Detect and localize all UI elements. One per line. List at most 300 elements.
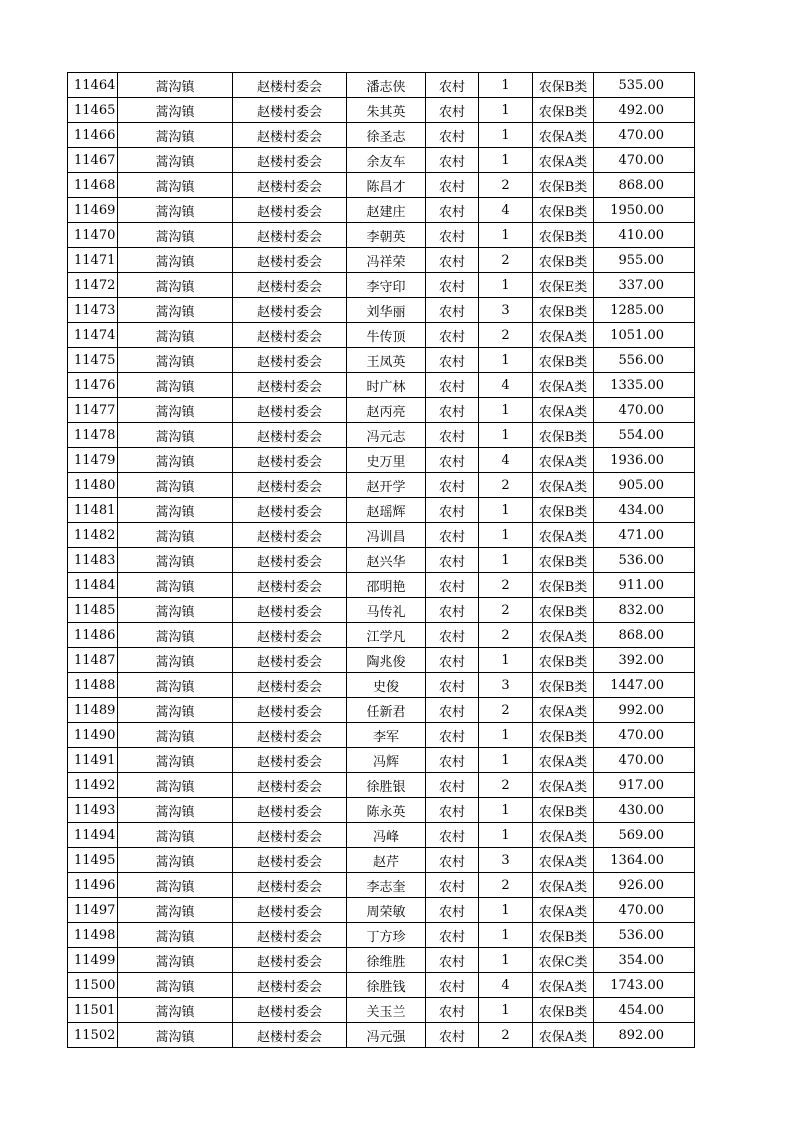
- record-id-cell: 11464: [68, 73, 118, 98]
- record-id-cell: 11488: [68, 673, 118, 698]
- category-cell: 农保B类: [533, 73, 594, 98]
- table-row: [68, 798, 695, 823]
- name-cell: 王凤英: [347, 348, 426, 373]
- record-id-cell: 11497: [68, 898, 118, 923]
- category-cell: 农保B类: [533, 798, 594, 823]
- name-cell: 赵丙亮: [347, 398, 426, 423]
- record-id-cell: 11465: [68, 98, 118, 123]
- records-table-body: [68, 73, 695, 1048]
- table-row: [68, 248, 695, 273]
- category-cell: 农保B类: [533, 923, 594, 948]
- village-cell: 赵楼村委会: [233, 623, 347, 648]
- category-cell: 农保B类: [533, 173, 594, 198]
- area-type-cell: 农村: [426, 273, 479, 298]
- table-row: [68, 373, 695, 398]
- town-cell: 蒿沟镇: [118, 623, 233, 648]
- village-cell: 赵楼村委会: [233, 923, 347, 948]
- category-cell: 农保A类: [533, 523, 594, 548]
- village-cell: 赵楼村委会: [233, 423, 347, 448]
- town-cell: 蒿沟镇: [118, 948, 233, 973]
- area-type-cell: 农村: [426, 298, 479, 323]
- table-row: [68, 548, 695, 573]
- area-type-cell: 农村: [426, 748, 479, 773]
- category-cell: 农保A类: [533, 323, 594, 348]
- table-row: [68, 948, 695, 973]
- household-count-cell: 1: [479, 548, 533, 573]
- household-count-cell: 2: [479, 248, 533, 273]
- table-row: [68, 323, 695, 348]
- town-cell: 蒿沟镇: [118, 423, 233, 448]
- record-id-cell: 11495: [68, 848, 118, 873]
- table-row: [68, 98, 695, 123]
- area-type-cell: 农村: [426, 948, 479, 973]
- household-count-cell: 2: [479, 473, 533, 498]
- record-id-cell: 11471: [68, 248, 118, 273]
- category-cell: 农保B类: [533, 673, 594, 698]
- name-cell: 冯峰: [347, 823, 426, 848]
- village-cell: 赵楼村委会: [233, 148, 347, 173]
- table-row: [68, 73, 695, 98]
- town-cell: 蒿沟镇: [118, 473, 233, 498]
- record-id-cell: 11498: [68, 923, 118, 948]
- household-count-cell: 1: [479, 998, 533, 1023]
- village-cell: 赵楼村委会: [233, 123, 347, 148]
- record-id-cell: 11474: [68, 323, 118, 348]
- record-id-cell: 11475: [68, 348, 118, 373]
- village-cell: 赵楼村委会: [233, 648, 347, 673]
- table-row: [68, 748, 695, 773]
- name-cell: 陈永英: [347, 798, 426, 823]
- table-row: [68, 173, 695, 198]
- name-cell: 李朝英: [347, 223, 426, 248]
- household-count-cell: 2: [479, 773, 533, 798]
- amount-cell: 917.00: [594, 773, 695, 798]
- village-cell: 赵楼村委会: [233, 198, 347, 223]
- area-type-cell: 农村: [426, 348, 479, 373]
- table-row: [68, 923, 695, 948]
- town-cell: 蒿沟镇: [118, 73, 233, 98]
- record-id-cell: 11468: [68, 173, 118, 198]
- area-type-cell: 农村: [426, 598, 479, 623]
- household-count-cell: 1: [479, 123, 533, 148]
- town-cell: 蒿沟镇: [118, 323, 233, 348]
- record-id-cell: 11496: [68, 873, 118, 898]
- category-cell: 农保B类: [533, 648, 594, 673]
- area-type-cell: 农村: [426, 873, 479, 898]
- record-id-cell: 11472: [68, 273, 118, 298]
- village-cell: 赵楼村委会: [233, 98, 347, 123]
- town-cell: 蒿沟镇: [118, 973, 233, 998]
- table-row: [68, 573, 695, 598]
- category-cell: 农保B类: [533, 998, 594, 1023]
- village-cell: 赵楼村委会: [233, 523, 347, 548]
- table-row: [68, 348, 695, 373]
- area-type-cell: 农村: [426, 373, 479, 398]
- name-cell: 任新君: [347, 698, 426, 723]
- area-type-cell: 农村: [426, 123, 479, 148]
- record-id-cell: 11469: [68, 198, 118, 223]
- household-count-cell: 1: [479, 348, 533, 373]
- category-cell: 农保B类: [533, 198, 594, 223]
- town-cell: 蒿沟镇: [118, 798, 233, 823]
- household-count-cell: 2: [479, 598, 533, 623]
- town-cell: 蒿沟镇: [118, 723, 233, 748]
- record-id-cell: 11501: [68, 998, 118, 1023]
- village-cell: 赵楼村委会: [233, 398, 347, 423]
- amount-cell: 410.00: [594, 223, 695, 248]
- household-count-cell: 1: [479, 923, 533, 948]
- amount-cell: 955.00: [594, 248, 695, 273]
- table-row: [68, 1023, 695, 1048]
- amount-cell: 337.00: [594, 273, 695, 298]
- town-cell: 蒿沟镇: [118, 698, 233, 723]
- record-id-cell: 11486: [68, 623, 118, 648]
- village-cell: 赵楼村委会: [233, 798, 347, 823]
- area-type-cell: 农村: [426, 698, 479, 723]
- record-id-cell: 11480: [68, 473, 118, 498]
- name-cell: 丁方珍: [347, 923, 426, 948]
- category-cell: 农保A类: [533, 773, 594, 798]
- amount-cell: 454.00: [594, 998, 695, 1023]
- record-id-cell: 11492: [68, 773, 118, 798]
- village-cell: 赵楼村委会: [233, 298, 347, 323]
- name-cell: 赵兴华: [347, 548, 426, 573]
- table-row: [68, 398, 695, 423]
- category-cell: 农保A类: [533, 973, 594, 998]
- town-cell: 蒿沟镇: [118, 898, 233, 923]
- name-cell: 徐维胜: [347, 948, 426, 973]
- village-cell: 赵楼村委会: [233, 548, 347, 573]
- town-cell: 蒿沟镇: [118, 123, 233, 148]
- table-row: [68, 523, 695, 548]
- household-count-cell: 2: [479, 698, 533, 723]
- town-cell: 蒿沟镇: [118, 923, 233, 948]
- category-cell: 农保A类: [533, 398, 594, 423]
- amount-cell: 868.00: [594, 623, 695, 648]
- town-cell: 蒿沟镇: [118, 448, 233, 473]
- record-id-cell: 11489: [68, 698, 118, 723]
- area-type-cell: 农村: [426, 1023, 479, 1048]
- records-table: [67, 72, 695, 1048]
- town-cell: 蒿沟镇: [118, 848, 233, 873]
- household-count-cell: 1: [479, 273, 533, 298]
- amount-cell: 892.00: [594, 1023, 695, 1048]
- household-count-cell: 1: [479, 798, 533, 823]
- name-cell: 冯元志: [347, 423, 426, 448]
- amount-cell: 1743.00: [594, 973, 695, 998]
- table-row: [68, 223, 695, 248]
- amount-cell: 470.00: [594, 123, 695, 148]
- area-type-cell: 农村: [426, 498, 479, 523]
- area-type-cell: 农村: [426, 523, 479, 548]
- record-id-cell: 11500: [68, 973, 118, 998]
- name-cell: 李志奎: [347, 873, 426, 898]
- record-id-cell: 11473: [68, 298, 118, 323]
- amount-cell: 1447.00: [594, 673, 695, 698]
- town-cell: 蒿沟镇: [118, 348, 233, 373]
- amount-cell: 470.00: [594, 723, 695, 748]
- amount-cell: 832.00: [594, 598, 695, 623]
- amount-cell: 556.00: [594, 348, 695, 373]
- amount-cell: 569.00: [594, 823, 695, 848]
- village-cell: 赵楼村委会: [233, 698, 347, 723]
- household-count-cell: 2: [479, 1023, 533, 1048]
- area-type-cell: 农村: [426, 548, 479, 573]
- category-cell: 农保A类: [533, 148, 594, 173]
- record-id-cell: 11467: [68, 148, 118, 173]
- town-cell: 蒿沟镇: [118, 523, 233, 548]
- household-count-cell: 4: [479, 448, 533, 473]
- area-type-cell: 农村: [426, 223, 479, 248]
- record-id-cell: 11487: [68, 648, 118, 673]
- area-type-cell: 农村: [426, 98, 479, 123]
- town-cell: 蒿沟镇: [118, 1023, 233, 1048]
- record-id-cell: 11502: [68, 1023, 118, 1048]
- table-row: [68, 423, 695, 448]
- area-type-cell: 农村: [426, 423, 479, 448]
- category-cell: 农保A类: [533, 848, 594, 873]
- town-cell: 蒿沟镇: [118, 273, 233, 298]
- name-cell: 朱其英: [347, 98, 426, 123]
- record-id-cell: 11493: [68, 798, 118, 823]
- amount-cell: 905.00: [594, 473, 695, 498]
- village-cell: 赵楼村委会: [233, 723, 347, 748]
- amount-cell: 392.00: [594, 648, 695, 673]
- category-cell: 农保A类: [533, 448, 594, 473]
- record-id-cell: 11499: [68, 948, 118, 973]
- village-cell: 赵楼村委会: [233, 348, 347, 373]
- town-cell: 蒿沟镇: [118, 298, 233, 323]
- name-cell: 赵建庄: [347, 198, 426, 223]
- area-type-cell: 农村: [426, 398, 479, 423]
- record-id-cell: 11478: [68, 423, 118, 448]
- amount-cell: 1936.00: [594, 448, 695, 473]
- town-cell: 蒿沟镇: [118, 573, 233, 598]
- household-count-cell: 2: [479, 573, 533, 598]
- town-cell: 蒿沟镇: [118, 873, 233, 898]
- table-row: [68, 973, 695, 998]
- household-count-cell: 1: [479, 73, 533, 98]
- household-count-cell: 2: [479, 873, 533, 898]
- category-cell: 农保B类: [533, 98, 594, 123]
- record-id-cell: 11490: [68, 723, 118, 748]
- table-row: [68, 773, 695, 798]
- household-count-cell: 1: [479, 648, 533, 673]
- name-cell: 史俊: [347, 673, 426, 698]
- amount-cell: 868.00: [594, 173, 695, 198]
- name-cell: 冯元强: [347, 1023, 426, 1048]
- table-row: [68, 848, 695, 873]
- amount-cell: 1335.00: [594, 373, 695, 398]
- area-type-cell: 农村: [426, 148, 479, 173]
- category-cell: 农保B类: [533, 723, 594, 748]
- category-cell: 农保B类: [533, 573, 594, 598]
- household-count-cell: 1: [479, 523, 533, 548]
- town-cell: 蒿沟镇: [118, 98, 233, 123]
- area-type-cell: 农村: [426, 898, 479, 923]
- category-cell: 农保C类: [533, 948, 594, 973]
- town-cell: 蒿沟镇: [118, 373, 233, 398]
- amount-cell: 492.00: [594, 98, 695, 123]
- amount-cell: 992.00: [594, 698, 695, 723]
- table-row: [68, 148, 695, 173]
- name-cell: 徐胜钱: [347, 973, 426, 998]
- name-cell: 陶兆俊: [347, 648, 426, 673]
- category-cell: 农保B类: [533, 548, 594, 573]
- village-cell: 赵楼村委会: [233, 973, 347, 998]
- town-cell: 蒿沟镇: [118, 998, 233, 1023]
- amount-cell: 430.00: [594, 798, 695, 823]
- amount-cell: 470.00: [594, 148, 695, 173]
- household-count-cell: 1: [479, 823, 533, 848]
- village-cell: 赵楼村委会: [233, 73, 347, 98]
- name-cell: 冯辉: [347, 748, 426, 773]
- name-cell: 余友车: [347, 148, 426, 173]
- household-count-cell: 3: [479, 673, 533, 698]
- area-type-cell: 农村: [426, 673, 479, 698]
- town-cell: 蒿沟镇: [118, 598, 233, 623]
- area-type-cell: 农村: [426, 723, 479, 748]
- area-type-cell: 农村: [426, 973, 479, 998]
- name-cell: 冯训昌: [347, 523, 426, 548]
- name-cell: 赵芹: [347, 848, 426, 873]
- name-cell: 史万里: [347, 448, 426, 473]
- village-cell: 赵楼村委会: [233, 673, 347, 698]
- category-cell: 农保A类: [533, 473, 594, 498]
- household-count-cell: 1: [479, 98, 533, 123]
- category-cell: 农保B类: [533, 598, 594, 623]
- area-type-cell: 农村: [426, 198, 479, 223]
- record-id-cell: 11494: [68, 823, 118, 848]
- category-cell: 农保A类: [533, 748, 594, 773]
- area-type-cell: 农村: [426, 448, 479, 473]
- area-type-cell: 农村: [426, 848, 479, 873]
- category-cell: 农保A类: [533, 1023, 594, 1048]
- category-cell: 农保B类: [533, 348, 594, 373]
- household-count-cell: 1: [479, 148, 533, 173]
- village-cell: 赵楼村委会: [233, 373, 347, 398]
- category-cell: 农保A类: [533, 823, 594, 848]
- category-cell: 农保B类: [533, 423, 594, 448]
- area-type-cell: 农村: [426, 473, 479, 498]
- village-cell: 赵楼村委会: [233, 248, 347, 273]
- amount-cell: 535.00: [594, 73, 695, 98]
- name-cell: 牛传顶: [347, 323, 426, 348]
- record-id-cell: 11481: [68, 498, 118, 523]
- category-cell: 农保B类: [533, 223, 594, 248]
- amount-cell: 536.00: [594, 548, 695, 573]
- name-cell: 马传礼: [347, 598, 426, 623]
- category-cell: 农保B类: [533, 298, 594, 323]
- area-type-cell: 农村: [426, 798, 479, 823]
- village-cell: 赵楼村委会: [233, 948, 347, 973]
- village-cell: 赵楼村委会: [233, 273, 347, 298]
- record-id-cell: 11479: [68, 448, 118, 473]
- village-cell: 赵楼村委会: [233, 573, 347, 598]
- village-cell: 赵楼村委会: [233, 898, 347, 923]
- village-cell: 赵楼村委会: [233, 173, 347, 198]
- household-count-cell: 1: [479, 898, 533, 923]
- name-cell: 徐胜银: [347, 773, 426, 798]
- name-cell: 邵明艳: [347, 573, 426, 598]
- area-type-cell: 农村: [426, 648, 479, 673]
- village-cell: 赵楼村委会: [233, 998, 347, 1023]
- amount-cell: 536.00: [594, 923, 695, 948]
- town-cell: 蒿沟镇: [118, 648, 233, 673]
- category-cell: 农保A类: [533, 898, 594, 923]
- town-cell: 蒿沟镇: [118, 673, 233, 698]
- table-row: [68, 198, 695, 223]
- village-cell: 赵楼村委会: [233, 448, 347, 473]
- area-type-cell: 农村: [426, 998, 479, 1023]
- amount-cell: 470.00: [594, 398, 695, 423]
- household-count-cell: 1: [479, 223, 533, 248]
- area-type-cell: 农村: [426, 623, 479, 648]
- record-id-cell: 11483: [68, 548, 118, 573]
- amount-cell: 434.00: [594, 498, 695, 523]
- category-cell: 农保B类: [533, 498, 594, 523]
- table-row: [68, 998, 695, 1023]
- name-cell: 关玉兰: [347, 998, 426, 1023]
- amount-cell: 470.00: [594, 898, 695, 923]
- town-cell: 蒿沟镇: [118, 773, 233, 798]
- name-cell: 冯祥荣: [347, 248, 426, 273]
- household-count-cell: 3: [479, 298, 533, 323]
- category-cell: 农保A类: [533, 123, 594, 148]
- category-cell: 农保A类: [533, 698, 594, 723]
- record-id-cell: 11491: [68, 748, 118, 773]
- name-cell: 江学凡: [347, 623, 426, 648]
- town-cell: 蒿沟镇: [118, 223, 233, 248]
- table-row: [68, 273, 695, 298]
- village-cell: 赵楼村委会: [233, 598, 347, 623]
- record-id-cell: 11484: [68, 573, 118, 598]
- table-row: [68, 623, 695, 648]
- category-cell: 农保E类: [533, 273, 594, 298]
- name-cell: 徐圣志: [347, 123, 426, 148]
- town-cell: 蒿沟镇: [118, 173, 233, 198]
- record-id-cell: 11482: [68, 523, 118, 548]
- record-id-cell: 11470: [68, 223, 118, 248]
- name-cell: 赵瑶辉: [347, 498, 426, 523]
- village-cell: 赵楼村委会: [233, 773, 347, 798]
- name-cell: 时广林: [347, 373, 426, 398]
- name-cell: 潘志侠: [347, 73, 426, 98]
- village-cell: 赵楼村委会: [233, 873, 347, 898]
- village-cell: 赵楼村委会: [233, 223, 347, 248]
- table-row: [68, 473, 695, 498]
- amount-cell: 471.00: [594, 523, 695, 548]
- name-cell: 李军: [347, 723, 426, 748]
- town-cell: 蒿沟镇: [118, 198, 233, 223]
- village-cell: 赵楼村委会: [233, 1023, 347, 1048]
- household-count-cell: 1: [479, 748, 533, 773]
- area-type-cell: 农村: [426, 323, 479, 348]
- category-cell: 农保B类: [533, 248, 594, 273]
- table-row: [68, 123, 695, 148]
- household-count-cell: 4: [479, 373, 533, 398]
- name-cell: 周荣敏: [347, 898, 426, 923]
- village-cell: 赵楼村委会: [233, 823, 347, 848]
- area-type-cell: 农村: [426, 73, 479, 98]
- table-row: [68, 498, 695, 523]
- town-cell: 蒿沟镇: [118, 498, 233, 523]
- amount-cell: 470.00: [594, 748, 695, 773]
- name-cell: 李守印: [347, 273, 426, 298]
- household-count-cell: 3: [479, 848, 533, 873]
- household-count-cell: 4: [479, 198, 533, 223]
- name-cell: 陈昌才: [347, 173, 426, 198]
